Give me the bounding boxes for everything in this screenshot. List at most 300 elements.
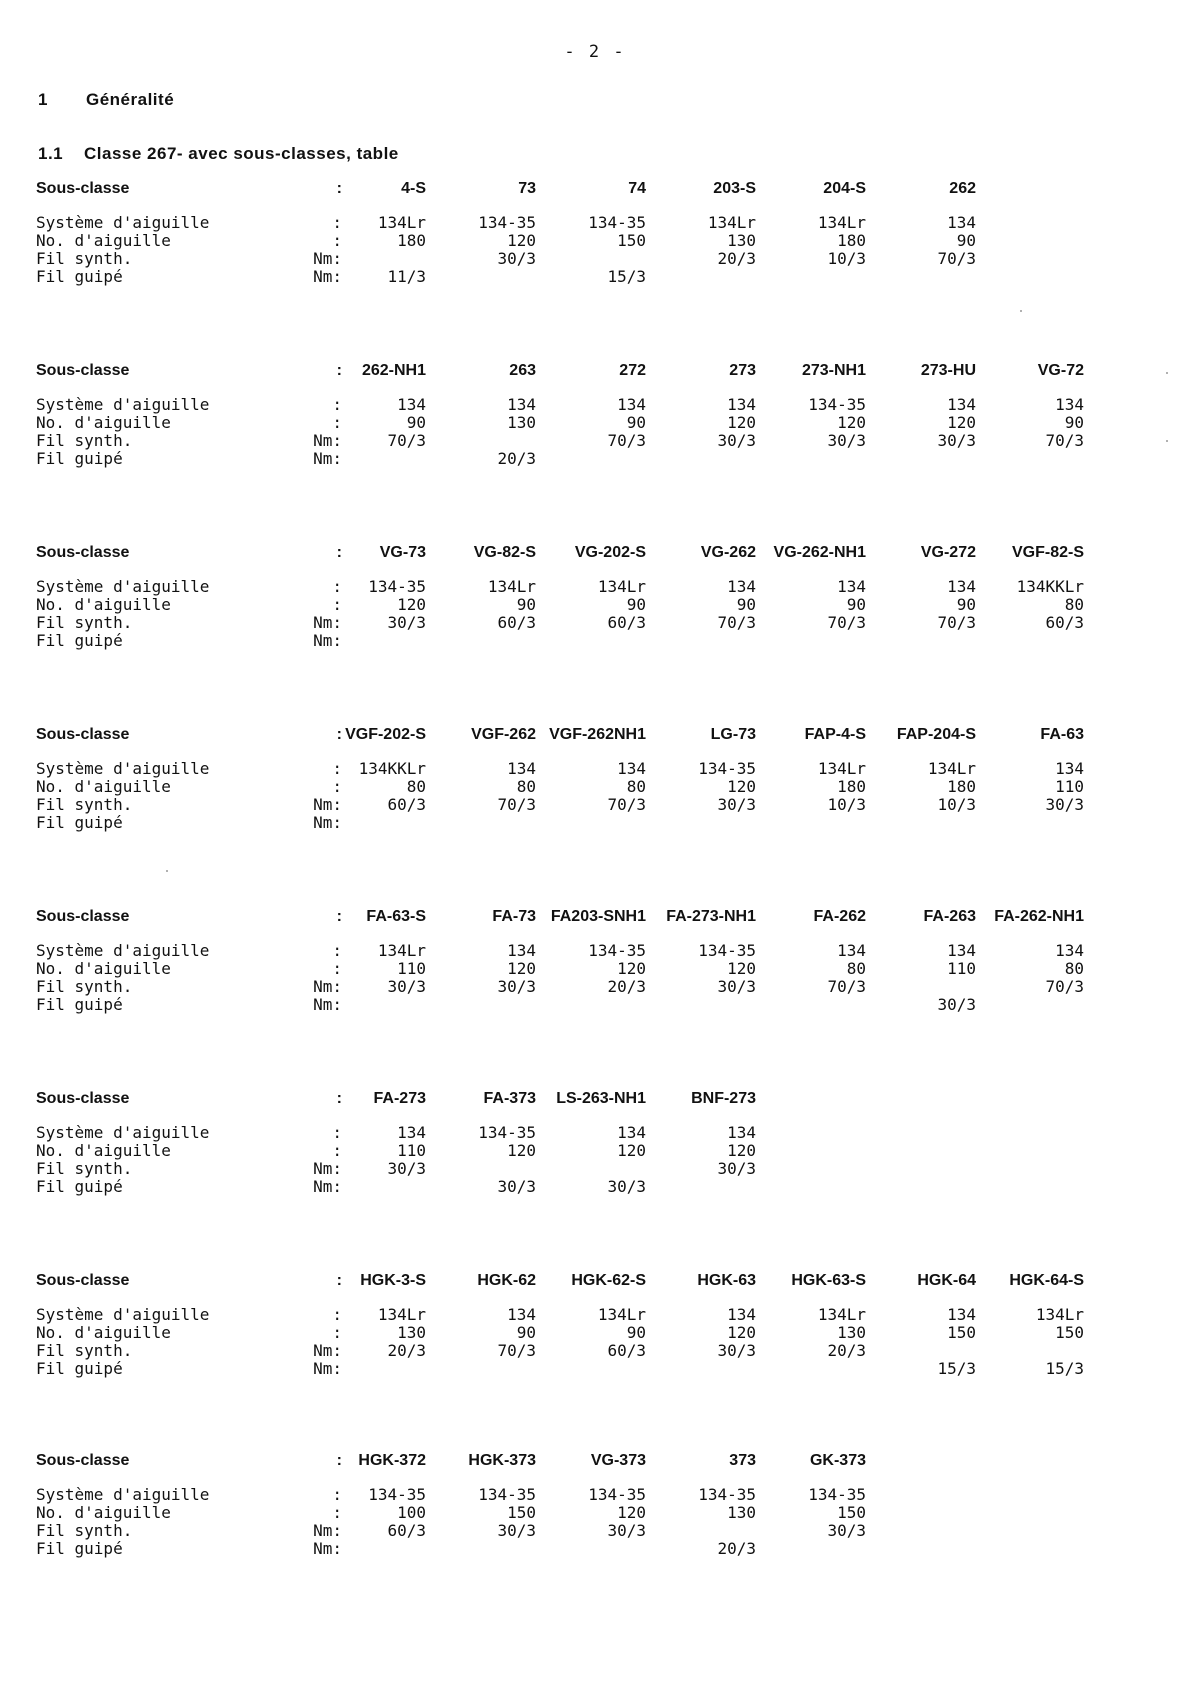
- table-cell: 134-35: [478, 1123, 536, 1142]
- table-cell: 30/3: [827, 1521, 866, 1540]
- table-row: [36, 814, 1086, 832]
- table-cell: 60/3: [1045, 613, 1084, 632]
- table-row: [36, 1160, 1086, 1178]
- subclass-name: HGK-64-S: [1009, 1272, 1084, 1289]
- row-label: Fil guipé: [36, 813, 123, 832]
- table-cell: 90: [516, 1323, 536, 1342]
- table-cell: 70/3: [937, 249, 976, 268]
- table-cell: 134-35: [588, 1485, 646, 1504]
- row-label: Fil guipé: [36, 1359, 123, 1378]
- table-header-row: [36, 906, 1086, 928]
- scan-speck: [1020, 310, 1022, 312]
- table-row: [36, 960, 1086, 978]
- row-label: Fil synth.: [36, 613, 133, 632]
- row-unit: Nm:: [313, 613, 342, 632]
- table-cell: 120: [727, 777, 756, 796]
- table-cell: 80: [1064, 959, 1084, 978]
- table-cell: 80: [516, 777, 536, 796]
- table-cell: 30/3: [717, 795, 756, 814]
- table-cell: 30/3: [937, 431, 976, 450]
- table-cell: 60/3: [607, 613, 646, 632]
- table-cell: 180: [837, 231, 866, 250]
- table-cell: 134: [1055, 395, 1084, 414]
- table-row: [36, 1306, 1086, 1324]
- subclass-name: HGK-62-S: [571, 1272, 646, 1289]
- table-cell: 90: [956, 231, 976, 250]
- scan-speck: [166, 870, 168, 872]
- row-label: Fil guipé: [36, 449, 123, 468]
- table-cell: 120: [727, 959, 756, 978]
- table-cell: 60/3: [387, 1521, 426, 1540]
- table-cell: 180: [397, 231, 426, 250]
- row-unit: :: [332, 759, 342, 778]
- row-label: Sous-classe: [36, 1090, 130, 1107]
- table-header-row: [36, 178, 1086, 200]
- table-cell: 134: [507, 1305, 536, 1324]
- table-cell: 10/3: [937, 795, 976, 814]
- row-label: Sous-classe: [36, 180, 130, 197]
- row-unit: :: [332, 1123, 342, 1142]
- row-label: Sous-classe: [36, 544, 130, 561]
- table-row: [36, 1540, 1086, 1558]
- table-cell: 134: [617, 1123, 646, 1142]
- table-cell: 30/3: [387, 977, 426, 996]
- table-cell: 134Lr: [927, 759, 976, 778]
- row-label: No. d'aiguille: [36, 595, 171, 614]
- table-cell: 134Lr: [817, 213, 866, 232]
- subclass-name: FAP-204-S: [896, 726, 976, 743]
- table-cell: 90: [626, 413, 646, 432]
- table-cell: 134Lr: [377, 1305, 426, 1324]
- table-cell: 15/3: [1045, 1359, 1084, 1378]
- table-row: [36, 1342, 1086, 1360]
- row-label: Fil synth.: [36, 1341, 133, 1360]
- table-cell: 150: [1055, 1323, 1084, 1342]
- subclass-name: VG-262-NH1: [773, 544, 866, 561]
- subclass-name: 263: [509, 362, 536, 379]
- subclass-name: FA203-SNH1: [550, 908, 646, 925]
- subclass-name: 203-S: [713, 180, 756, 197]
- row-unit: Nm:: [313, 995, 342, 1014]
- table-cell: 20/3: [717, 1539, 756, 1558]
- table-cell: 30/3: [497, 1521, 536, 1540]
- table-cell: 120: [507, 231, 536, 250]
- table-cell: 20/3: [827, 1341, 866, 1360]
- table-cell: 30/3: [937, 995, 976, 1014]
- table-header-row: [36, 1450, 1086, 1472]
- table-cell: 70/3: [827, 977, 866, 996]
- subclass-name: FA-63-S: [366, 908, 426, 925]
- table-row: [36, 1504, 1086, 1522]
- table-cell: 134: [727, 1123, 756, 1142]
- row-label: No. d'aiguille: [36, 413, 171, 432]
- row-label: Sous-classe: [36, 726, 130, 743]
- table-cell: 134: [507, 395, 536, 414]
- table-cell: 150: [947, 1323, 976, 1342]
- table-cell: 120: [617, 959, 646, 978]
- table-header-row: [36, 1270, 1086, 1292]
- table-cell: 134: [397, 395, 426, 414]
- subclass-name: FAP-4-S: [804, 726, 866, 743]
- table-cell: 60/3: [387, 795, 426, 814]
- subsection-number: 1.1: [38, 144, 64, 163]
- table-cell: 134-35: [368, 1485, 426, 1504]
- subclass-table: [36, 906, 1086, 1014]
- table-cell: 70/3: [1045, 431, 1084, 450]
- subclass-name: HGK-62: [477, 1272, 536, 1289]
- row-unit: :: [332, 1323, 342, 1342]
- table-row: [36, 942, 1086, 960]
- subclass-table: [36, 724, 1086, 832]
- table-cell: 134: [947, 577, 976, 596]
- row-label: Système d'aiguille: [36, 941, 210, 960]
- row-unit: :: [332, 577, 342, 596]
- subclass-name: VG-262: [700, 544, 756, 561]
- table-cell: 90: [736, 595, 756, 614]
- subclass-name: VG-82-S: [473, 544, 536, 561]
- table-cell: 134: [727, 1305, 756, 1324]
- row-unit: Nm:: [313, 1521, 342, 1540]
- subclass-name: GK-373: [809, 1452, 866, 1469]
- row-label: No. d'aiguille: [36, 1503, 171, 1522]
- subclass-table: [36, 1270, 1086, 1378]
- page-number: - 2 -: [564, 42, 626, 62]
- row-unit: :: [332, 213, 342, 232]
- table-row: [36, 214, 1086, 232]
- table-cell: 30/3: [827, 431, 866, 450]
- table-row: [36, 396, 1086, 414]
- table-cell: 134-35: [588, 941, 646, 960]
- table-cell: 134: [947, 395, 976, 414]
- table-cell: 30/3: [387, 613, 426, 632]
- table-row: [36, 432, 1086, 450]
- table-cell: 120: [727, 1141, 756, 1160]
- table-cell: 134-35: [808, 395, 866, 414]
- subclass-name: 204-S: [823, 180, 866, 197]
- table-cell: 30/3: [717, 1341, 756, 1360]
- table-cell: 70/3: [387, 431, 426, 450]
- table-cell: 134: [947, 941, 976, 960]
- table-cell: 90: [406, 413, 426, 432]
- row-label: No. d'aiguille: [36, 1141, 171, 1160]
- subclass-name: VGF-262NH1: [549, 726, 646, 743]
- table-cell: 150: [617, 231, 646, 250]
- subclass-name: FA-73: [492, 908, 536, 925]
- row-label: Sous-classe: [36, 1272, 130, 1289]
- table-cell: 134: [837, 941, 866, 960]
- table-cell: 30/3: [607, 1177, 646, 1196]
- subclass-name: VGF-82-S: [1011, 544, 1084, 561]
- subclass-table: [36, 1450, 1086, 1558]
- table-cell: 134: [947, 1305, 976, 1324]
- table-cell: 70/3: [607, 431, 646, 450]
- table-cell: 80: [406, 777, 426, 796]
- row-unit: Nm:: [313, 1359, 342, 1378]
- row-unit: :: [332, 1485, 342, 1504]
- row-label: Système d'aiguille: [36, 1485, 210, 1504]
- row-unit: :: [336, 1090, 342, 1107]
- row-unit: Nm:: [313, 431, 342, 450]
- table-cell: 30/3: [497, 249, 536, 268]
- table-row: [36, 414, 1086, 432]
- table-cell: 130: [507, 413, 536, 432]
- table-cell: 10/3: [827, 249, 866, 268]
- row-unit: :: [332, 1141, 342, 1160]
- row-unit: :: [336, 908, 342, 925]
- table-cell: 10/3: [827, 795, 866, 814]
- table-cell: 150: [837, 1503, 866, 1522]
- row-label: No. d'aiguille: [36, 959, 171, 978]
- table-cell: 110: [397, 959, 426, 978]
- row-unit: :: [332, 595, 342, 614]
- subclass-name: FA-273: [373, 1090, 426, 1107]
- subclass-table: [36, 178, 1086, 286]
- subclass-name: 262: [949, 180, 976, 197]
- row-unit: Nm:: [313, 267, 342, 286]
- subclass-name: 262-NH1: [361, 362, 426, 379]
- table-cell: 15/3: [607, 267, 646, 286]
- row-label: Fil guipé: [36, 631, 123, 650]
- table-row: [36, 268, 1086, 286]
- subclass-name: HGK-63: [697, 1272, 756, 1289]
- table-cell: 134Lr: [377, 941, 426, 960]
- table-cell: 30/3: [717, 1159, 756, 1178]
- table-cell: 20/3: [717, 249, 756, 268]
- subclass-name: FA-262-NH1: [994, 908, 1084, 925]
- table-cell: 134-35: [808, 1485, 866, 1504]
- table-cell: 150: [507, 1503, 536, 1522]
- subsection-heading: [38, 144, 399, 164]
- row-unit: Nm:: [313, 449, 342, 468]
- table-row: [36, 996, 1086, 1014]
- subclass-name: 273: [729, 362, 756, 379]
- table-cell: 134Lr: [597, 1305, 646, 1324]
- row-label: No. d'aiguille: [36, 231, 171, 250]
- subclass-name: VG-72: [1037, 362, 1084, 379]
- subclass-name: HGK-3-S: [360, 1272, 426, 1289]
- table-cell: 134: [507, 941, 536, 960]
- table-cell: 134Lr: [377, 213, 426, 232]
- table-cell: 134-35: [368, 577, 426, 596]
- table-header-row: [36, 1088, 1086, 1110]
- scan-speck: [1166, 440, 1168, 442]
- table-row: [36, 232, 1086, 250]
- subclass-name: LS-263-NH1: [556, 1090, 646, 1107]
- row-unit: Nm:: [313, 795, 342, 814]
- table-cell: 134Lr: [1035, 1305, 1084, 1324]
- table-cell: 70/3: [1045, 977, 1084, 996]
- row-unit: :: [336, 544, 342, 561]
- table-cell: 70/3: [717, 613, 756, 632]
- table-cell: 134Lr: [597, 577, 646, 596]
- table-cell: 80: [1064, 595, 1084, 614]
- row-unit: Nm:: [313, 1539, 342, 1558]
- row-unit: :: [332, 959, 342, 978]
- table-cell: 90: [626, 595, 646, 614]
- table-cell: 120: [507, 959, 536, 978]
- table-cell: 134-35: [478, 1485, 536, 1504]
- subclass-name: FA-273-NH1: [666, 908, 756, 925]
- table-cell: 100: [397, 1503, 426, 1522]
- table-row: [36, 1142, 1086, 1160]
- subclass-name: HGK-373: [468, 1452, 536, 1469]
- table-cell: 30/3: [607, 1521, 646, 1540]
- table-row: [36, 1324, 1086, 1342]
- table-cell: 80: [846, 959, 866, 978]
- subclass-name: 73: [518, 180, 536, 197]
- subclass-name: HGK-64: [917, 1272, 976, 1289]
- subclass-name: VGF-202-S: [345, 726, 426, 743]
- table-cell: 20/3: [607, 977, 646, 996]
- subclass-name: VG-272: [920, 544, 976, 561]
- row-unit: :: [332, 395, 342, 414]
- table-cell: 130: [397, 1323, 426, 1342]
- table-cell: 70/3: [497, 795, 536, 814]
- subclass-name: 272: [619, 362, 646, 379]
- table-row: [36, 796, 1086, 814]
- row-unit: :: [336, 1272, 342, 1289]
- subclass-name: FA-262: [813, 908, 866, 925]
- table-cell: 30/3: [1045, 795, 1084, 814]
- table-cell: 134: [397, 1123, 426, 1142]
- subclass-name: VG-202-S: [574, 544, 646, 561]
- table-cell: 134Lr: [487, 577, 536, 596]
- table-cell: 130: [837, 1323, 866, 1342]
- subclass-name: FA-263: [923, 908, 976, 925]
- row-unit: :: [332, 413, 342, 432]
- row-label: Système d'aiguille: [36, 1305, 210, 1324]
- table-row: [36, 1522, 1086, 1540]
- row-unit: :: [332, 941, 342, 960]
- table-cell: 134Lr: [707, 213, 756, 232]
- table-cell: 30/3: [497, 977, 536, 996]
- row-unit: :: [332, 1503, 342, 1522]
- row-label: Sous-classe: [36, 362, 130, 379]
- table-cell: 180: [947, 777, 976, 796]
- subclass-name: BNF-273: [691, 1090, 756, 1107]
- section-heading: [38, 90, 174, 110]
- table-row: [36, 1360, 1086, 1378]
- table-row: [36, 578, 1086, 596]
- table-row: [36, 250, 1086, 268]
- row-label: Fil guipé: [36, 267, 123, 286]
- table-cell: 134: [617, 759, 646, 778]
- table-cell: 70/3: [497, 1341, 536, 1360]
- table-cell: 134Lr: [817, 759, 866, 778]
- table-header-row: [36, 542, 1086, 564]
- row-label: Fil synth.: [36, 977, 133, 996]
- table-cell: 134: [947, 213, 976, 232]
- table-cell: 60/3: [607, 1341, 646, 1360]
- row-label: Sous-classe: [36, 1452, 130, 1469]
- table-cell: 120: [837, 413, 866, 432]
- table-row: [36, 632, 1086, 650]
- subclass-table: [36, 360, 1086, 468]
- table-cell: 70/3: [607, 795, 646, 814]
- row-label: Fil synth.: [36, 1159, 133, 1178]
- table-cell: 134: [727, 577, 756, 596]
- row-label: Fil guipé: [36, 995, 123, 1014]
- row-unit: Nm:: [313, 1341, 342, 1360]
- table-cell: 120: [617, 1503, 646, 1522]
- table-cell: 134-35: [478, 213, 536, 232]
- table-cell: 120: [727, 1323, 756, 1342]
- table-cell: 70/3: [827, 613, 866, 632]
- row-unit: :: [336, 362, 342, 379]
- row-unit: Nm:: [313, 1177, 342, 1196]
- table-cell: 134: [727, 395, 756, 414]
- table-cell: 120: [397, 595, 426, 614]
- row-label: No. d'aiguille: [36, 1323, 171, 1342]
- table-cell: 134Lr: [817, 1305, 866, 1324]
- section-number: 1: [38, 90, 48, 109]
- row-label: Fil synth.: [36, 1521, 133, 1540]
- subclass-name: FA-63: [1040, 726, 1084, 743]
- table-row: [36, 614, 1086, 632]
- row-label: Fil synth.: [36, 431, 133, 450]
- row-unit: Nm:: [313, 977, 342, 996]
- table-row: [36, 760, 1086, 778]
- table-cell: 134-35: [588, 213, 646, 232]
- table-cell: 30/3: [717, 977, 756, 996]
- table-row: [36, 450, 1086, 468]
- subclass-name: LG-73: [710, 726, 756, 743]
- table-cell: 134: [507, 759, 536, 778]
- table-cell: 120: [617, 1141, 646, 1160]
- subclass-name: HGK-372: [358, 1452, 426, 1469]
- table-cell: 20/3: [497, 449, 536, 468]
- table-cell: 134-35: [698, 759, 756, 778]
- table-cell: 134KKLr: [358, 759, 426, 778]
- table-cell: 180: [837, 777, 866, 796]
- table-row: [36, 1178, 1086, 1196]
- row-unit: :: [332, 231, 342, 250]
- table-cell: 15/3: [937, 1359, 976, 1378]
- table-cell: 134KKLr: [1016, 577, 1084, 596]
- row-label: No. d'aiguille: [36, 777, 171, 796]
- table-cell: 70/3: [937, 613, 976, 632]
- table-header-row: [36, 724, 1086, 746]
- subclass-name: VGF-262: [471, 726, 536, 743]
- subclass-name: HGK-63-S: [791, 1272, 866, 1289]
- table-cell: 30/3: [717, 431, 756, 450]
- table-cell: 130: [727, 1503, 756, 1522]
- row-unit: Nm:: [313, 631, 342, 650]
- table-cell: 134: [617, 395, 646, 414]
- table-cell: 134: [1055, 941, 1084, 960]
- row-label: Fil guipé: [36, 1177, 123, 1196]
- table-row: [36, 978, 1086, 996]
- table-cell: 90: [846, 595, 866, 614]
- table-cell: 120: [947, 413, 976, 432]
- table-cell: 90: [626, 1323, 646, 1342]
- row-unit: :: [336, 1452, 342, 1469]
- row-label: Sous-classe: [36, 908, 130, 925]
- row-label: Fil synth.: [36, 795, 133, 814]
- row-label: Système d'aiguille: [36, 213, 210, 232]
- subclass-name: 373: [729, 1452, 756, 1469]
- table-cell: 134: [837, 577, 866, 596]
- table-cell: 90: [1064, 413, 1084, 432]
- row-unit: :: [332, 1305, 342, 1324]
- table-cell: 110: [947, 959, 976, 978]
- table-cell: 110: [397, 1141, 426, 1160]
- row-label: Système d'aiguille: [36, 1123, 210, 1142]
- row-unit: Nm:: [313, 813, 342, 832]
- scan-speck: [1166, 372, 1168, 374]
- subclass-name: 273-HU: [920, 362, 976, 379]
- table-cell: 30/3: [387, 1159, 426, 1178]
